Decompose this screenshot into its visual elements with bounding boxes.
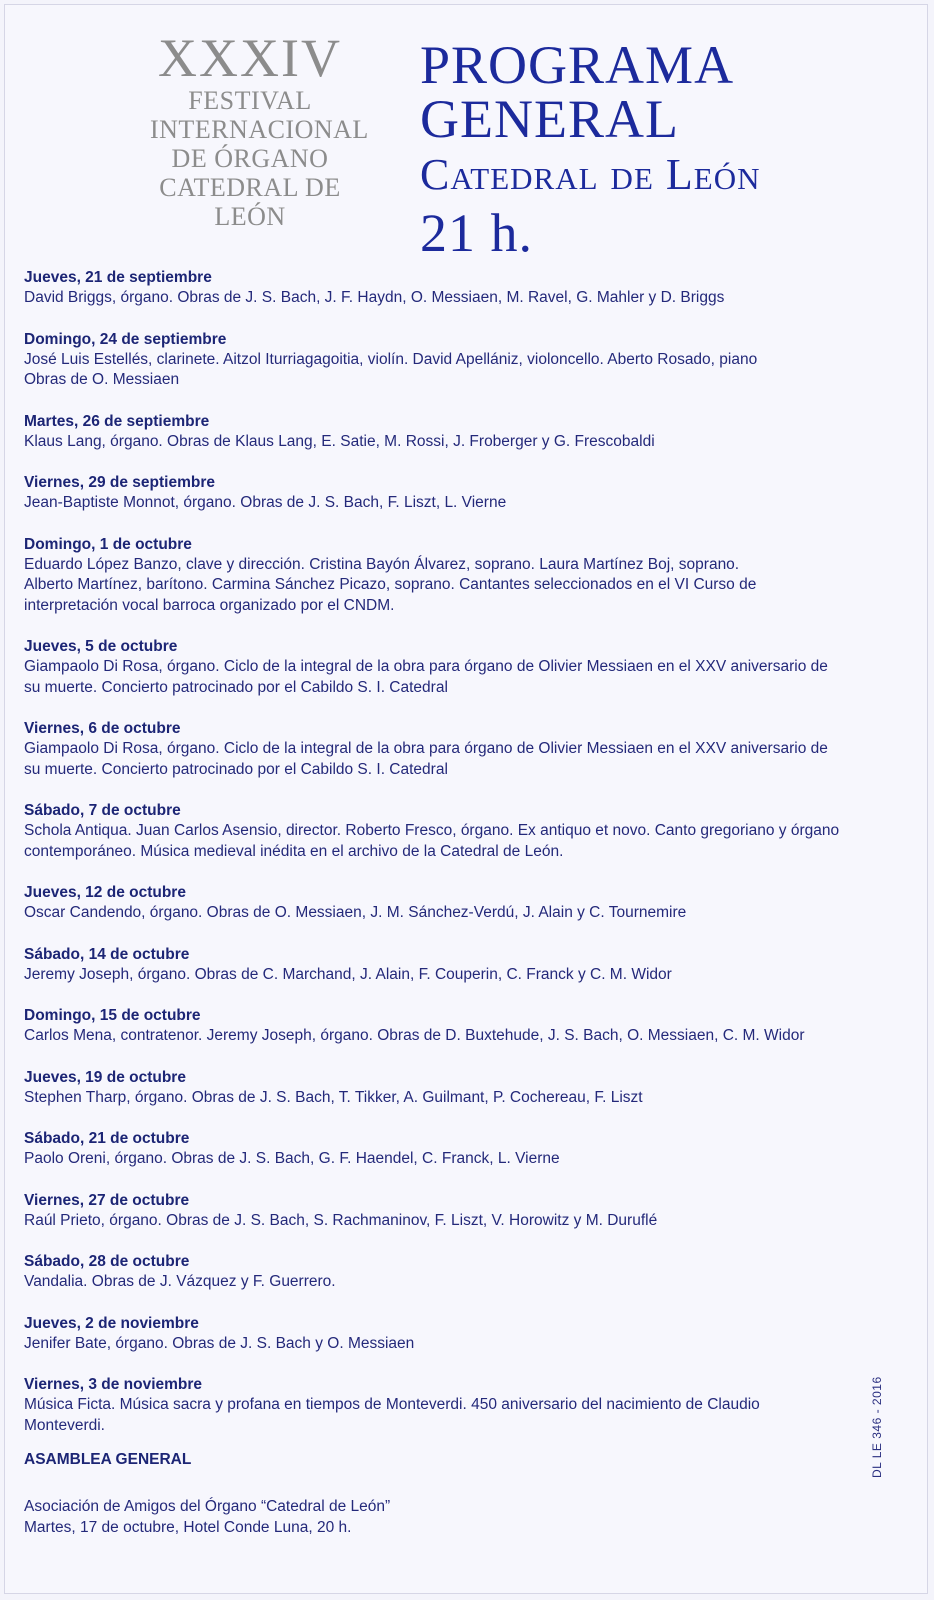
- concert-item: [24, 1375, 904, 1436]
- concert-item: [24, 535, 904, 617]
- title-time: 21 h.: [420, 203, 533, 263]
- program-title: [420, 35, 761, 263]
- concert-date: Jueves, 19 de octubre: [24, 1068, 186, 1086]
- concert-description: Stephen Tharp, órgano. Obras de J. S. Bach, T. Tikker, A. Guilmant, P. Cochereau, F. Liszt: [24, 1088, 643, 1106]
- logo-line: CATEDRAL DE: [159, 173, 341, 202]
- title-line-programa: PROGRAMA: [420, 35, 735, 95]
- concert-date: Jueves, 12 de octubre: [24, 884, 186, 901]
- concert-date: Sábado, 14 de octubre: [24, 945, 190, 963]
- festival-edition: XXXIV: [158, 28, 342, 88]
- concert-description: Schola Antiqua. Juan Carlos Asensio, director. Roberto Fresco, órgano. Ex antiquo et novo. Canto gregoriano y órgano contemporáneo. Música medieval inédita en el archivo de la Catedral de León.: [24, 822, 840, 860]
- concert-description: Jean-Baptiste Monnot, órgano. Obras de J. S. Bach, F. Liszt, L. Vierne: [24, 494, 507, 511]
- concert-item: [24, 412, 904, 453]
- concert-item: [24, 1252, 904, 1293]
- concert-description: Giampaolo Di Rosa, órgano. Ciclo de la integral de la obra para órgano de Olivier Messiaen en el XXV aniversario de su muerte. Concierto patrocinado por el Cabildo S. I. Catedral: [24, 658, 828, 696]
- concert-date: Viernes, 29 de septiembre: [24, 474, 215, 491]
- concert-date: Sábado, 21 de octubre: [24, 1130, 190, 1147]
- logo-line: DE ÓRGANO: [171, 144, 329, 173]
- concert-description: Paolo Oreni, órgano. Obras de J. S. Bach, G. F. Haendel, C. Franck, L. Vierne: [24, 1150, 560, 1167]
- concert-item: [24, 883, 904, 924]
- concert-date: Martes, 26 de septiembre: [24, 412, 210, 430]
- concert-item: [24, 945, 904, 986]
- assembly-heading: ASAMBLEA GENERAL: [24, 1451, 192, 1468]
- concert-description: Jenifer Bate, órgano. Obras de J. S. Bach y O. Messiaen: [24, 1334, 415, 1352]
- concert-item: [24, 801, 904, 862]
- concert-description: Música Ficta. Música sacra y profana en tiempos de Monteverdi. 450 aniversario del nacimiento de Claudio Monteverdi.: [24, 1396, 760, 1434]
- concert-item: [24, 1191, 904, 1232]
- concert-date: Viernes, 3 de noviembre: [24, 1376, 203, 1393]
- concert-item: [24, 719, 904, 780]
- concert-date: Domingo, 1 de octubre: [24, 535, 192, 553]
- concert-item: [24, 473, 904, 514]
- concert-item: [24, 330, 904, 391]
- concert-description: Eduardo López Banzo, clave y dirección. Cristina Bayón Álvarez, soprano. Laura Martínez Boj, soprano. Alberto Martínez, barítono. Carmina Sánchez Picazo, soprano. Cantantes seleccionados en el VI Curso de interpretación vocal barroca organizado por el CNDM.: [24, 555, 757, 614]
- concert-item: [24, 1068, 904, 1109]
- concert-date: Sábado, 28 de octubre: [24, 1253, 190, 1270]
- concert-description: Vandalia. Obras de J. Vázquez y F. Guerrero.: [24, 1273, 336, 1290]
- concert-date: Sábado, 7 de octubre: [24, 802, 181, 819]
- concert-date: Domingo, 24 de septiembre: [24, 330, 227, 348]
- logo-line: FESTIVAL: [188, 86, 312, 115]
- concert-description: Oscar Candendo, órgano. Obras de O. Messiaen, J. M. Sánchez-Verdú, J. Alain y C. Tournemire: [24, 904, 687, 921]
- logo-line: INTERNACIONAL: [150, 115, 369, 144]
- assembly-details: Asociación de Amigos del Órgano “Catedral de León” Martes, 17 de octubre, Hotel Conde Luna, 20 h.: [24, 1498, 391, 1536]
- concert-date: Jueves, 21 de septiembre: [24, 269, 212, 286]
- concert-item: [24, 637, 904, 698]
- festival-logo: [150, 28, 369, 231]
- concert-description: Giampaolo Di Rosa, órgano. Ciclo de la integral de la obra para órgano de Olivier Messiaen en el XXV aniversario de su muerte. Concierto patrocinado por el Cabildo S. I. Catedral: [24, 740, 828, 778]
- concert-description: José Luis Estellés, clarinete. Aitzol Iturriagagoitia, violín. David Apellániz, violoncello. Aberto Rosado, piano Obras de O. Messiaen: [24, 350, 758, 388]
- general-assembly: [24, 1450, 724, 1538]
- concert-item: [24, 268, 904, 309]
- concert-date: Viernes, 6 de octubre: [24, 720, 181, 737]
- concert-description: David Briggs, órgano. Obras de J. S. Bach, J. F. Haydn, O. Messiaen, M. Ravel, G. Mahler y D. Briggs: [24, 289, 725, 306]
- concert-description: Carlos Mena, contratenor. Jeremy Joseph, órgano. Obras de D. Buxtehude, J. S. Bach, O. Messiaen, C. M. Widor: [24, 1027, 805, 1044]
- concert-item: [24, 1129, 904, 1170]
- logo-line: LEÓN: [214, 202, 286, 231]
- legal-deposit: DL LE 346 - 2016: [870, 1376, 884, 1478]
- concert-description: Jeremy Joseph, órgano. Obras de C. Marchand, J. Alain, F. Couperin, C. Franck y C. M. Widor: [24, 965, 672, 983]
- concert-item: [24, 1314, 904, 1355]
- title-venue: Catedral de León: [420, 150, 761, 199]
- title-line-general: GENERAL: [420, 89, 679, 149]
- concert-description: Klaus Lang, órgano. Obras de Klaus Lang, E. Satie, M. Rossi, J. Froberger y G. Frescobaldi: [24, 432, 655, 450]
- concert-list: [24, 268, 904, 1457]
- concert-date: Domingo, 15 de octubre: [24, 1007, 201, 1024]
- concert-date: Jueves, 5 de octubre: [24, 638, 178, 655]
- concert-description: Raúl Prieto, órgano. Obras de J. S. Bach, S. Rachmaninov, F. Liszt, V. Horowitz y M. Duruflé: [24, 1211, 658, 1229]
- concert-date: Viernes, 27 de octubre: [24, 1191, 190, 1209]
- concert-item: [24, 1006, 904, 1047]
- concert-date: Jueves, 2 de noviembre: [24, 1314, 199, 1332]
